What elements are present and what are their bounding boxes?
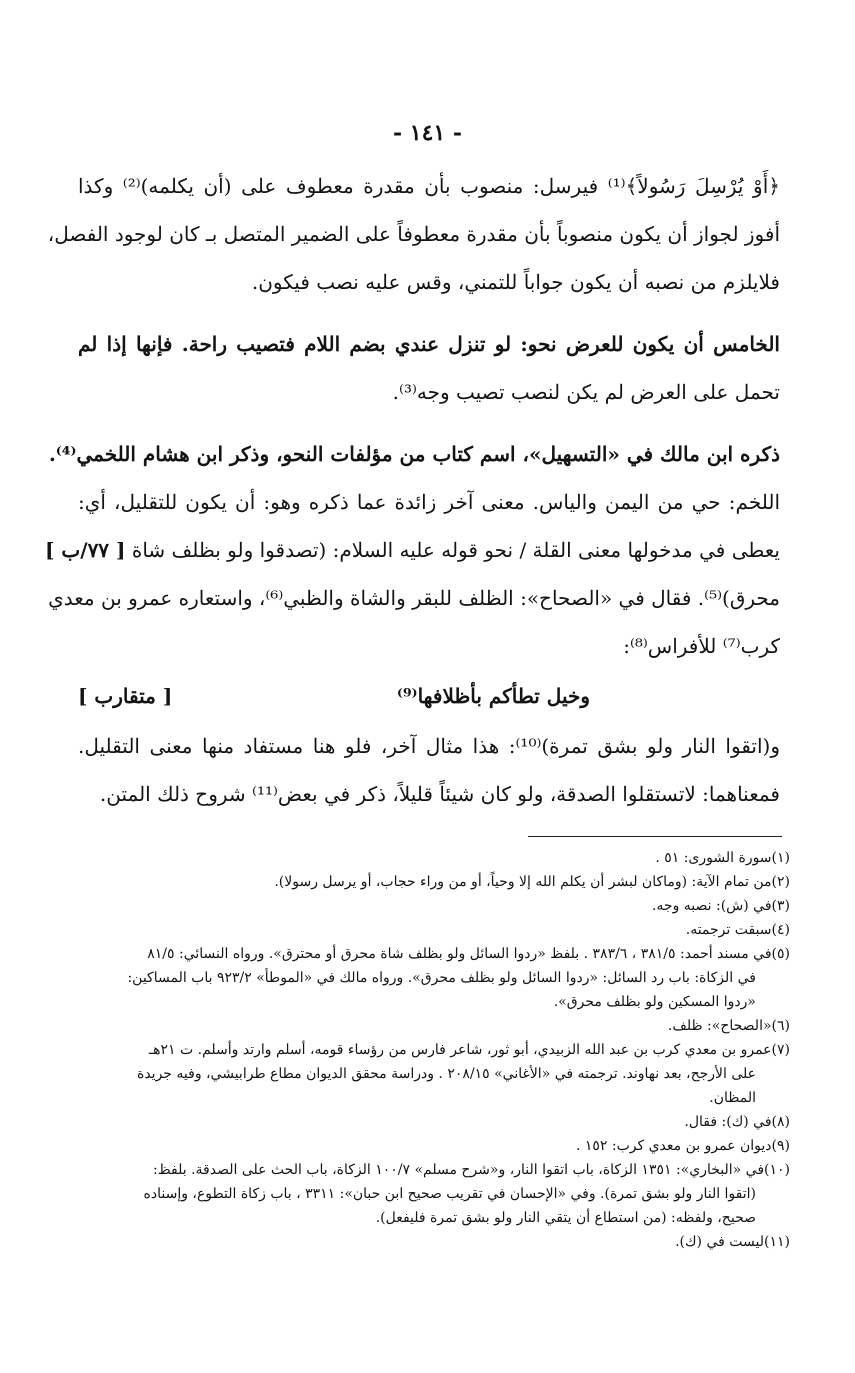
footnote: (٨)في (ك): فقال. bbox=[684, 1114, 790, 1130]
verse-text: وخيل تطأكم بأظلافها⁽⁹⁾ bbox=[396, 684, 590, 708]
footnote-continuation: (اتقوا النار ولو بشق تمرة). وفي «الإحسان في تقريب صحيح ابن حبان»: ٣٣١١ ، باب زكاة التطوع، وإسناده bbox=[143, 1186, 756, 1202]
text-line: أفوز لجواز أن يكون منصوباً بأن مقدرة معطوفاً على الضمير المتصل بـ كان لوجود الفصل، bbox=[47, 222, 780, 246]
text-line: محرق)⁽⁵⁾. فقال في «الصحاح»: الظلف للبقر والشاة والظبي⁽⁶⁾، واستعاره عمرو بن معدي bbox=[48, 586, 780, 610]
text-line bbox=[45, 526, 780, 574]
footnote: (٦)«الصحاح»: ظلف. bbox=[667, 1018, 790, 1034]
text-fragment: يعطى في مدخولها معنى القلة / نحو قوله عليه السلام: (تصدقوا ولو بظلف شاة bbox=[131, 538, 780, 562]
footnote: (٤)سبقت ترجمته. bbox=[685, 922, 790, 938]
footnote-continuation: «ردوا المسكين ولو بظلف محرق». bbox=[553, 994, 756, 1010]
text-line: فلايلزم من نصبه أن يكون جواباً للتمني، وقس عليه نصب فيكون. bbox=[251, 270, 780, 294]
footnote: (٢)من تمام الآية: (وماكان لبشر أن يكلم الله إلا وحياً، أو من وراء حجاب، أو يرسل رسولا). bbox=[274, 874, 790, 890]
footnote: (٣)في (ش): نصبه وجه. bbox=[651, 898, 790, 914]
footnote: (٥)في مسند أحمد: ٣٨١/٥ ، ٣٨٣/٦ . بلفظ «ردوا السائل ولو بظلف شاة محرق أو محترق». ورواه النسائي: ٨١/٥ bbox=[147, 946, 790, 962]
text-line: فمعناهما: لاتستقلوا الصدقة، ولو كان شيئاً قليلاً، ذكر في بعض⁽¹¹⁾ شروح ذلك المتن. bbox=[99, 782, 780, 806]
text-line: اللخم: حي من اليمن والياس. معنى آخر زائدة عما ذكره وهو: أن يكون للتقليل، أي: bbox=[78, 490, 780, 514]
footnote: (٩)ديوان عمرو بن معدي كرب: ١٥٢ . bbox=[575, 1138, 790, 1154]
text-line: تحمل على العرض لم يكن لنصب تصيب وجه⁽³⁾. bbox=[392, 380, 780, 404]
footnote-continuation: على الأرجح، بعد نهاوند. ترجمته في «الأغاني» ٢٠٨/١٥ . ودراسة محقق الديوان مطاع طرابيشي، وفيه جريدة bbox=[136, 1066, 756, 1082]
text-line: الخامس أن يكون للعرض نحو: لو تنزل عندي بضم اللام فتصيب راحة. فإنها إذا لم bbox=[78, 332, 780, 356]
page-number: - ١٤١ - bbox=[392, 120, 463, 146]
text-line: كرب⁽⁷⁾ للأفراس⁽⁸⁾: bbox=[623, 634, 780, 658]
footnotes bbox=[78, 846, 790, 1254]
paragraph-gap bbox=[78, 416, 780, 430]
text-line: و(اتقوا النار ولو بشق تمرة)⁽¹⁰⁾: هذا مثال آخر، فلو هنا مستفاد منها معنى التقليل. bbox=[78, 734, 780, 758]
text-line: ذكره ابن مالك في «التسهيل»، اسم كتاب من مؤلفات النحو، وذكر ابن هشام اللخمي⁽⁴⁾. bbox=[48, 442, 780, 466]
text-line: ﴿أَوْ يُرْسِلَ رَسُولاً﴾⁽¹⁾ فيرسل: منصوب بأن مقدرة معطوف على (أن يكلمه)⁽²⁾ وكذا bbox=[78, 174, 780, 198]
footnote-divider bbox=[528, 836, 782, 837]
paragraph-gap bbox=[78, 306, 780, 320]
main-text bbox=[45, 162, 780, 818]
verse-meter: [ متقارب ] bbox=[78, 684, 173, 708]
folio-mark: [ ٧٧/ب ] bbox=[45, 538, 126, 562]
footnote-continuation: صحيح، ولفظه: (من استطاع أن يتقي النار ولو بشق تمرة فليفعل). bbox=[375, 1210, 756, 1226]
footnote: (١٠)في «البخاري»: ١٣٥١ الزكاة، باب اتقوا النار، و«شرح مسلم» ١٠٠/٧ الزكاة، باب الحث على الصدقة. بلفظ: bbox=[153, 1162, 790, 1178]
footnote-continuation: في الزكاة: باب رد السائل: «ردوا السائل ولو بظلف محرق». ورواه مالك في «الموطأ» ٩٢٣/٢ باب المساكين: bbox=[127, 970, 756, 986]
footnote-continuation: المظان. bbox=[709, 1090, 756, 1106]
footnote: (١)سورة الشورى: ٥١ . bbox=[655, 850, 790, 866]
footnote: (١١)ليست في (ك). bbox=[675, 1234, 790, 1250]
footnote: (٧)عمرو بن معدي كرب بن عبد الله الزبيدي، أبو ثور، شاعر فارس من رؤساء قومه، أسلم وارتد وأسلم. ت ٢١هـ bbox=[149, 1042, 790, 1058]
poetry-verse bbox=[78, 670, 780, 722]
